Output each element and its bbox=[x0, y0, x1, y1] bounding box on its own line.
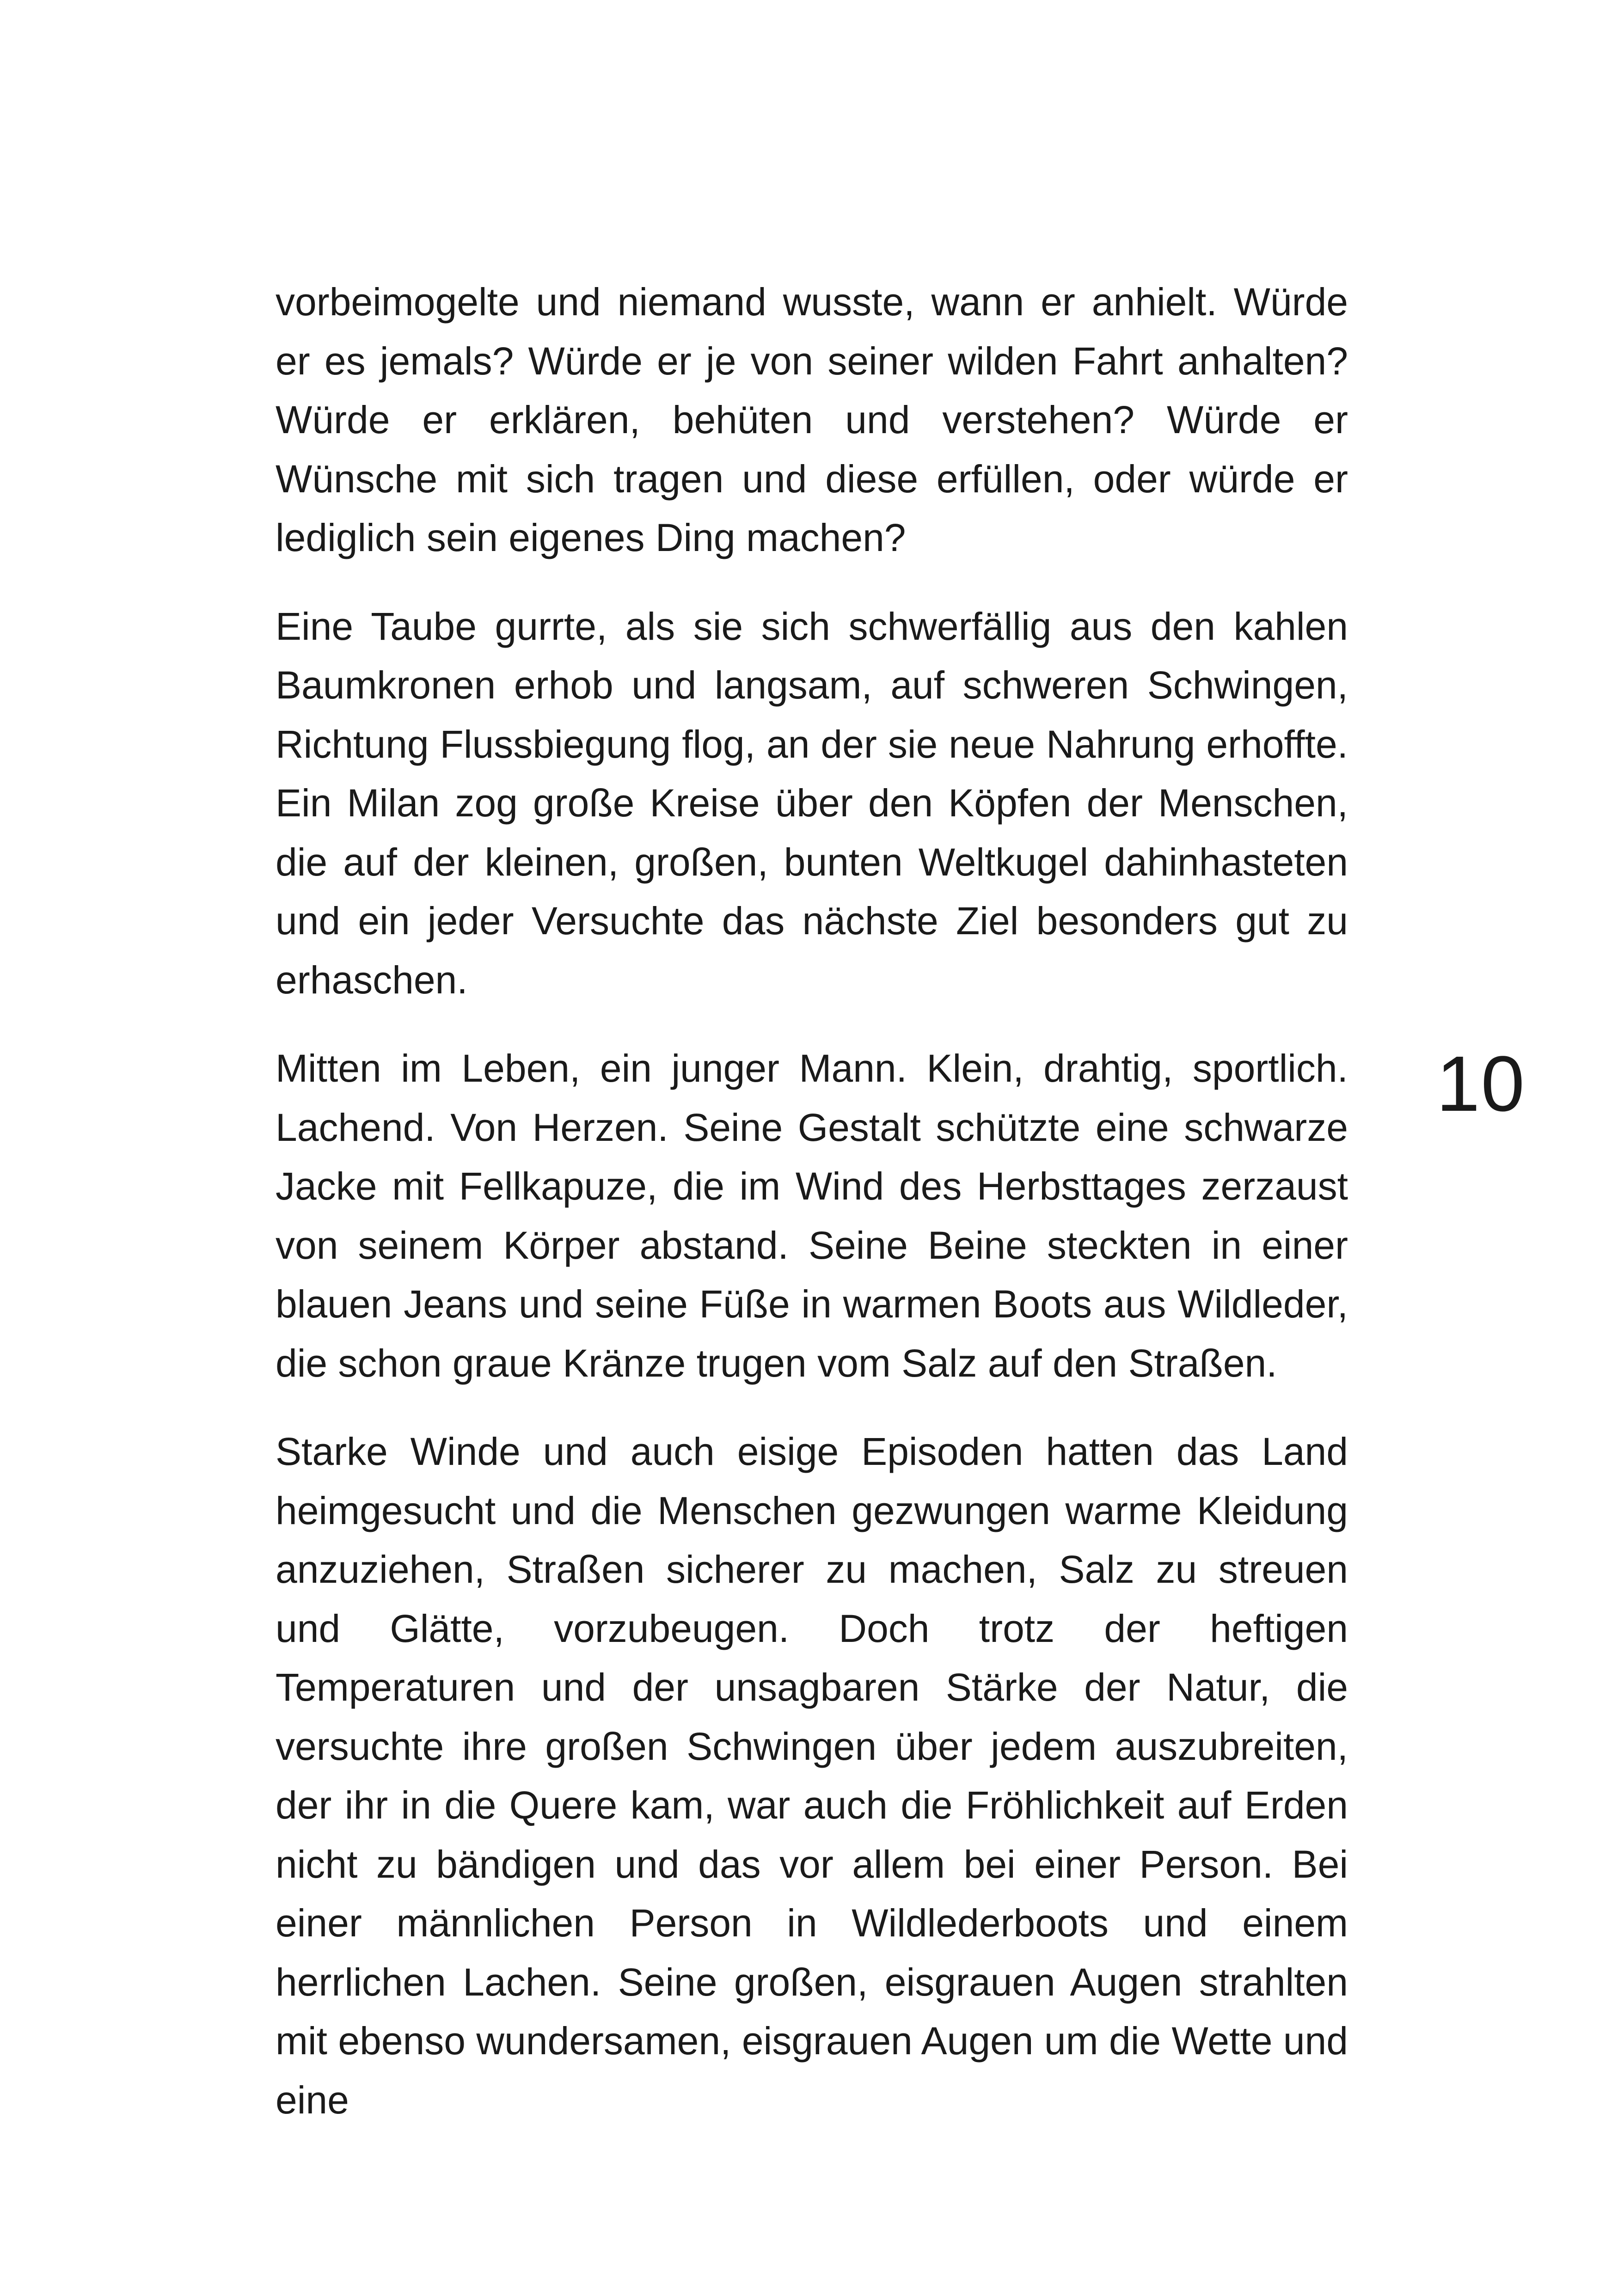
paragraph-3: Mitten im Leben, ein junger Mann. Klein, drahtig, sportlich. Lachend. Von Herzen. Seine Gestalt schützte eine schwarze Jacke mit Fellkapuze, die im Wind des Herbsttages zerzaust von seinem Körper abstand. Seine Beine steckten in einer blauen Jeans und seine Füße in warmen Boots aus Wildleder, die schon graue Kränze trugen vom Salz auf den Straßen. bbox=[276, 1047, 1348, 1385]
paragraph-1: vorbeimogelte und niemand wusste, wann er anhielt. Würde er es jemals? Würde er je von seiner wilden Fahrt anhalten? Würde er erklären, behüten und verstehen? Würde er Wünsche mit sich tragen und diese erfüllen, oder würde er lediglich sein eigenes Ding machen? bbox=[276, 280, 1348, 559]
page-number: 10 bbox=[1436, 1040, 1526, 1128]
paragraph-2: Eine Taube gurrte, als sie sich schwerfällig aus den kahlen Baumkronen erhob und langsam, auf schweren Schwingen, Richtung Flussbiegung flog, an der sie neue Nahrung erhoffte. Ein Milan zog große Kreise über den Köpfen der Menschen, die auf der kleinen, großen, bunten Weltkugel dahinhasteten und ein jeder Versuchte das nächste Ziel besonders gut zu erhaschen. bbox=[276, 604, 1348, 1002]
paragraph-4: Starke Winde und auch eisige Episoden hatten das Land heimgesucht und die Menschen gezwungen warme Kleidung anzuziehen, Straßen sicherer zu machen, Salz zu streuen und Glätte, vorzubeugen. Doch trotz der heftigen Temperaturen und der unsagbaren Stärke der Natur, die versuchte ihre großen Schwingen über jedem auszubreiten, der ihr in die Quere kam, war auch die Fröhlichkeit auf Erden nicht zu bändigen und das vor allem bei einer Person. Bei einer männlichen Person in Wildlederboots und einem herrlichen Lachen. Seine großen, eisgrauen Augen strahlten mit ebenso wundersamen, eisgrauen Augen um die Wette und eine bbox=[276, 1430, 1348, 2122]
body-text bbox=[276, 273, 1348, 2130]
